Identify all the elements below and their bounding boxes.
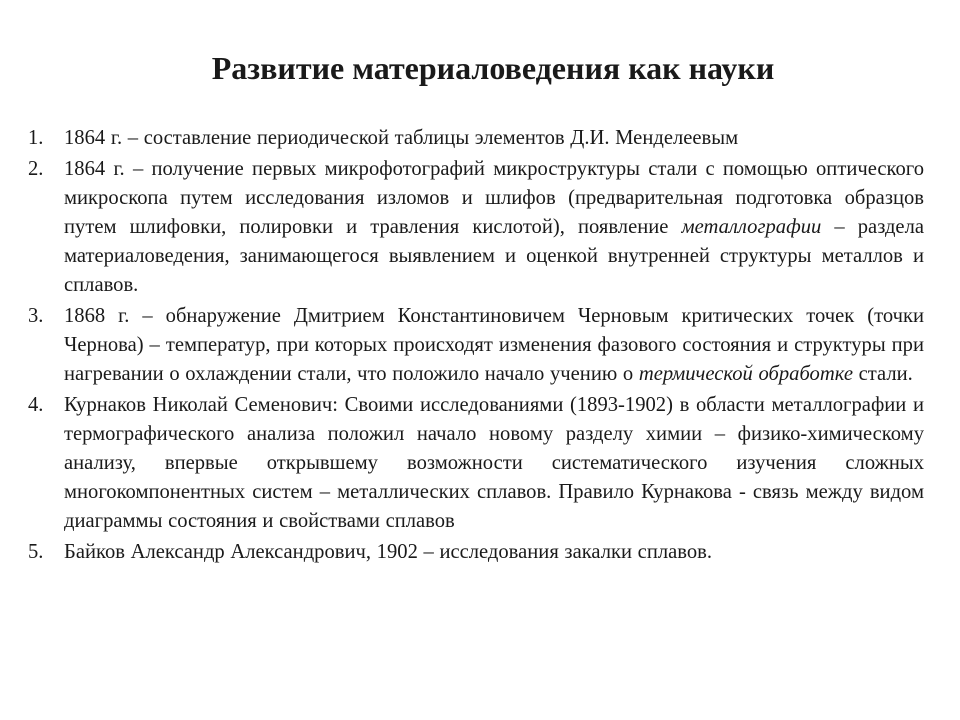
item-text bbox=[64, 305, 924, 385]
item-text-part: 1864 г. – получение первых микрофотографий микроструктуры стали с помощью оптического микроскопа путем исследования изломов и шлифов (предварительная подготовка образцов путем шлифовки, полировки и травления кислотой), появление bbox=[64, 158, 924, 238]
list-item bbox=[28, 391, 924, 536]
slide-title: Развитие материаловедения как науки bbox=[211, 50, 775, 86]
item-text bbox=[64, 158, 924, 296]
item-text-part: 1868 г. – обнаружение Дмитрием Константиновичем Черновым критических точек (точки Чернова) – температур, при которых происходят изменения фазового состояния и структуры при нагревании о охлаждении стали, что положило начало учению о bbox=[64, 305, 924, 385]
item-text: 1864 г. – составление периодической таблицы элементов Д.И. Менделеевым bbox=[64, 127, 739, 149]
history-list bbox=[28, 124, 924, 569]
item-number: 3. bbox=[28, 305, 44, 327]
item-number: 1. bbox=[28, 127, 44, 149]
list-item bbox=[28, 538, 924, 567]
list-item bbox=[28, 302, 924, 389]
item-text: Байков Александр Александрович, 1902 – исследования закалки сплавов. bbox=[64, 541, 713, 563]
list-item bbox=[28, 124, 924, 153]
item-text-part: – раздела материаловедения, занимающегося выявлением и оценкой внутренней структуры металлов и сплавов. bbox=[64, 216, 924, 296]
item-text-part: стали. bbox=[852, 363, 913, 385]
item-text: Курнаков Николай Семенович: Своими исследованиями (1893-1902) в области металлографии и термографического анализа положил начало новому разделу химии – физико-химическому анализу, впервые открывшему возможности систематического изучения сложных многокомпонентных систем – металлических сплавов. Правило Курнакова - связь между видом диаграммы состояния и свойствами сплавов bbox=[64, 394, 924, 532]
item-number: 4. bbox=[28, 394, 44, 416]
item-emphasis-term: металлографии bbox=[681, 216, 822, 238]
item-number: 5. bbox=[28, 541, 44, 563]
item-number: 2. bbox=[28, 158, 44, 180]
list-item bbox=[28, 155, 924, 300]
item-emphasis-term: термической обработке bbox=[638, 363, 853, 385]
